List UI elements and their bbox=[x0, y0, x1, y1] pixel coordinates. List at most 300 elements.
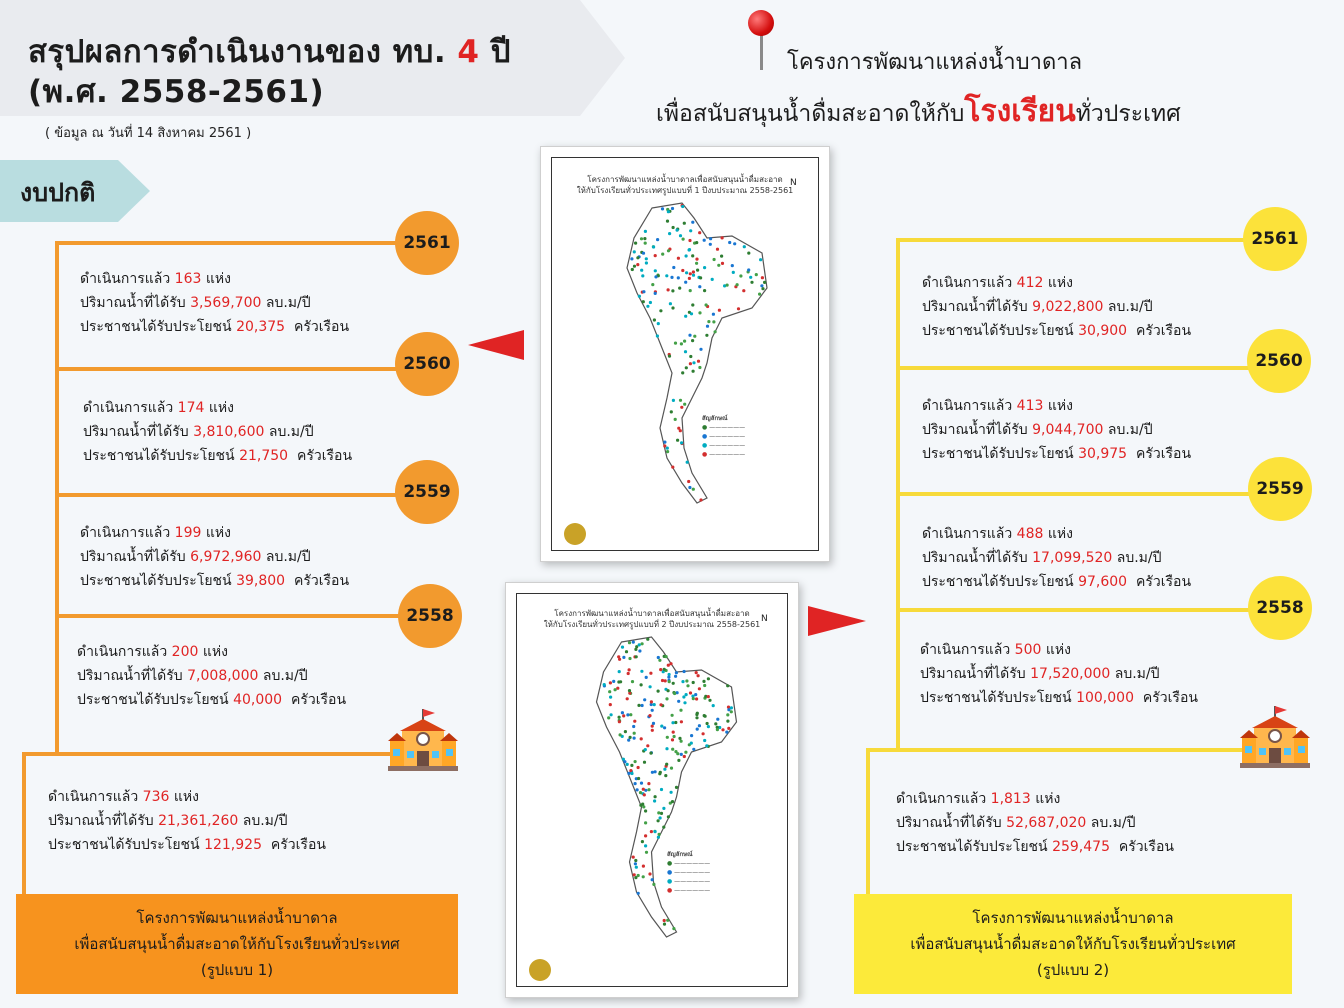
school-location-dot bbox=[658, 833, 661, 836]
school-location-dot bbox=[680, 441, 683, 444]
school-location-dot bbox=[696, 269, 699, 272]
school-location-dot bbox=[619, 733, 622, 736]
school-location-dot bbox=[633, 732, 636, 735]
school-location-dot bbox=[651, 878, 654, 881]
school-location-dot bbox=[705, 334, 708, 337]
school-location-dot bbox=[660, 812, 663, 815]
school-location-dot bbox=[709, 243, 712, 246]
school-location-dot bbox=[627, 672, 630, 675]
school-location-dot bbox=[656, 334, 659, 337]
school-location-dot bbox=[692, 681, 695, 684]
school-location-dot bbox=[629, 769, 632, 772]
school-location-dot bbox=[632, 856, 635, 859]
school-location-dot bbox=[698, 687, 701, 690]
school-location-dot bbox=[686, 684, 689, 687]
school-location-dot bbox=[653, 318, 656, 321]
school-location-dot bbox=[699, 498, 702, 501]
school-location-dot bbox=[665, 747, 668, 750]
school-location-dot bbox=[642, 805, 645, 808]
school-location-dot bbox=[645, 676, 648, 679]
right-timeline-bottom-line bbox=[866, 748, 1256, 752]
school-location-dot bbox=[695, 241, 698, 244]
school-location-dot bbox=[643, 761, 646, 764]
title-text: สรุปผลการดำเนินงานของ ทบ. bbox=[28, 34, 447, 70]
school-location-dot bbox=[676, 752, 679, 755]
north-arrow-icon: N bbox=[790, 178, 797, 188]
school-location-dot bbox=[761, 287, 764, 290]
school-location-dot bbox=[693, 335, 696, 338]
school-location-dot bbox=[670, 767, 673, 770]
school-location-dot bbox=[665, 274, 668, 277]
school-location-dot bbox=[680, 406, 683, 409]
school-location-dot bbox=[667, 676, 670, 679]
school-location-dot bbox=[654, 254, 657, 257]
school-location-dot bbox=[732, 271, 735, 274]
school-location-dot bbox=[676, 229, 679, 232]
school-location-dot bbox=[688, 486, 691, 489]
school-location-dot bbox=[683, 755, 686, 758]
school-location-dot bbox=[692, 697, 695, 700]
left-timeline-row-line bbox=[55, 367, 400, 371]
school-location-dot bbox=[640, 237, 643, 240]
school-location-dot bbox=[609, 681, 612, 684]
school-location-dot bbox=[691, 221, 694, 224]
school-location-dot bbox=[703, 289, 706, 292]
right-stat-2560: ดำเนินการแล้ว 413 แห่ง ปริมาณน้ำที่ได้รับ 9,044,700 ลบ.ม/ปี ประชาชนได้รับประโยชน์ 30,975 ครัวเรือน bbox=[922, 398, 1192, 462]
school-location-dot bbox=[672, 731, 675, 734]
school-location-dot bbox=[618, 720, 621, 723]
school-location-dot bbox=[681, 680, 684, 683]
school-location-dot bbox=[657, 836, 660, 839]
school-location-dot bbox=[643, 698, 646, 701]
left-footer-line3: (รูปแบบ 1) bbox=[200, 961, 274, 979]
left-timeline-row-line bbox=[55, 241, 400, 245]
school-location-dot bbox=[628, 641, 631, 644]
school-location-dot bbox=[671, 207, 674, 210]
school-location-dot bbox=[692, 270, 695, 273]
left-timeline-drop-line bbox=[22, 752, 26, 894]
school-location-dot bbox=[603, 683, 606, 686]
school-location-dot bbox=[683, 222, 686, 225]
school-location-dot bbox=[663, 668, 666, 671]
map-frame bbox=[516, 593, 788, 987]
school-location-dot bbox=[689, 362, 692, 365]
title-text-end: ปี bbox=[490, 34, 511, 70]
school-location-dot bbox=[674, 675, 677, 678]
project-title-post: ทั่วประเทศ bbox=[1075, 101, 1181, 127]
school-location-dot bbox=[654, 770, 657, 773]
school-location-dot bbox=[628, 657, 631, 660]
school-location-dot bbox=[672, 226, 675, 229]
title-number: 4 bbox=[457, 34, 480, 70]
school-location-dot bbox=[646, 744, 649, 747]
school-location-dot bbox=[673, 692, 676, 695]
school-location-dot bbox=[703, 684, 706, 687]
school-location-dot bbox=[667, 689, 670, 692]
school-location-dot bbox=[742, 289, 745, 292]
school-location-dot bbox=[664, 679, 667, 682]
school-location-dot bbox=[628, 668, 631, 671]
school-location-dot bbox=[698, 366, 701, 369]
school-location-dot bbox=[654, 269, 657, 272]
school-location-dot bbox=[728, 241, 731, 244]
school-location-dot bbox=[651, 771, 654, 774]
right-stat-total: ดำเนินการแล้ว 1,813 แห่ง ปริมาณน้ำที่ได้รับ 52,687,020 ลบ.ม/ปี ประชาชนได้รับประโยชน์ 259,475 ครัวเรือน bbox=[896, 791, 1174, 855]
school-location-dot bbox=[691, 303, 694, 306]
arrow-left-icon bbox=[468, 330, 524, 360]
school-location-dot bbox=[707, 677, 710, 680]
pin-icon bbox=[748, 10, 774, 36]
school-location-dot bbox=[649, 672, 652, 675]
school-location-dot bbox=[647, 788, 650, 791]
school-location-dot bbox=[726, 720, 729, 723]
school-location-dot bbox=[683, 670, 686, 673]
school-location-dot bbox=[688, 277, 691, 280]
school-location-dot bbox=[654, 292, 657, 295]
school-location-dot bbox=[763, 281, 766, 284]
school-location-dot bbox=[608, 690, 611, 693]
school-location-dot bbox=[749, 276, 752, 279]
school-location-dot bbox=[726, 684, 729, 687]
school-location-dot bbox=[658, 659, 661, 662]
school-location-dot bbox=[750, 281, 753, 284]
school-location-dot bbox=[681, 269, 684, 272]
school-location-dot bbox=[641, 642, 644, 645]
school-location-dot bbox=[702, 732, 705, 735]
school-location-dot bbox=[726, 713, 729, 716]
school-location-dot bbox=[646, 305, 649, 308]
school-location-dot bbox=[618, 670, 621, 673]
right-footer-line3: (รูปแบบ 2) bbox=[1036, 961, 1110, 979]
left-footer-line2: เพื่อสนับสนุนน้ำดื่มสะอาดให้กับโรงเรียนทั่วประเทศ bbox=[74, 935, 400, 953]
school-location-dot bbox=[641, 704, 644, 707]
school-location-dot bbox=[717, 264, 720, 267]
school-location-dot bbox=[630, 772, 633, 775]
school-location-dot bbox=[671, 748, 674, 751]
school-location-dot bbox=[685, 254, 688, 257]
school-location-dot bbox=[672, 682, 675, 685]
year-badge-2559-left: 2559 bbox=[395, 460, 459, 524]
school-location-dot bbox=[647, 782, 650, 785]
school-location-dot bbox=[697, 674, 700, 677]
school-location-dot bbox=[759, 258, 762, 261]
school-location-dot bbox=[642, 875, 645, 878]
school-location-dot bbox=[697, 360, 700, 363]
school-location-dot bbox=[695, 697, 698, 700]
school-location-dot bbox=[617, 655, 620, 658]
school-location-dot bbox=[681, 205, 684, 208]
school-location-dot bbox=[657, 690, 660, 693]
school-location-dot bbox=[675, 786, 678, 789]
school-location-dot bbox=[733, 242, 736, 245]
school-location-dot bbox=[685, 679, 688, 682]
school-location-dot bbox=[667, 288, 670, 291]
school-location-dot bbox=[684, 281, 687, 284]
school-location-dot bbox=[640, 269, 643, 272]
school-location-dot bbox=[684, 315, 687, 318]
school-location-dot bbox=[716, 248, 719, 251]
school-location-dot bbox=[654, 795, 657, 798]
school-location-dot bbox=[662, 826, 665, 829]
school-location-dot bbox=[691, 339, 694, 342]
school-location-dot bbox=[716, 728, 719, 731]
school-location-dot bbox=[629, 736, 632, 739]
school-location-dot bbox=[680, 720, 683, 723]
school-location-dot bbox=[716, 718, 719, 721]
arrow-right-icon bbox=[808, 606, 866, 636]
school-location-dot bbox=[674, 721, 677, 724]
left-timeline-vertical bbox=[55, 241, 59, 754]
school-location-dot bbox=[666, 919, 669, 922]
school-location-dot bbox=[630, 764, 633, 767]
school-location-dot bbox=[666, 220, 669, 223]
school-location-dot bbox=[631, 680, 634, 683]
school-location-dot bbox=[652, 722, 655, 725]
school-location-dot bbox=[674, 418, 677, 421]
school-location-dot bbox=[671, 306, 674, 309]
school-location-dot bbox=[634, 242, 637, 245]
school-location-dot bbox=[636, 256, 639, 259]
school-location-dot bbox=[721, 262, 724, 265]
school-location-dot bbox=[696, 728, 699, 731]
school-location-dot bbox=[638, 295, 641, 298]
school-location-dot bbox=[689, 355, 692, 358]
school-location-dot bbox=[709, 237, 712, 240]
school-location-dot bbox=[648, 872, 651, 875]
as-of-date: ( ข้อมูล ณ วันที่ 14 สิงหาคม 2561 ) bbox=[45, 126, 252, 141]
school-location-dot bbox=[646, 638, 649, 641]
school-location-dot bbox=[657, 656, 660, 659]
school-location-dot bbox=[636, 263, 639, 266]
school-location-dot bbox=[642, 788, 645, 791]
school-location-dot bbox=[663, 768, 666, 771]
school-location-dot bbox=[652, 245, 655, 248]
school-location-dot bbox=[668, 680, 671, 683]
right-timeline-row-line bbox=[896, 608, 1276, 612]
school-location-dot bbox=[645, 257, 648, 260]
school-location-dot bbox=[679, 234, 682, 237]
school-location-dot bbox=[667, 210, 670, 213]
school-location-dot bbox=[688, 248, 691, 251]
school-location-dot bbox=[760, 284, 763, 287]
right-stat-2559: ดำเนินการแล้ว 488 แห่ง ปริมาณน้ำที่ได้รับ 17,099,520 ลบ.ม/ปี ประชาชนได้รับประโยชน์ 97,600 ครัวเรือน bbox=[922, 526, 1192, 590]
school-location-dot bbox=[672, 927, 675, 930]
school-location-dot bbox=[617, 680, 620, 683]
school-location-dot bbox=[703, 239, 706, 242]
school-location-dot bbox=[730, 710, 733, 713]
right-footer-line1: โครงการพัฒนาแหล่งน้ำบาดาล bbox=[972, 909, 1174, 927]
school-location-dot bbox=[634, 859, 637, 862]
school-location-dot bbox=[725, 731, 728, 734]
school-location-dot bbox=[712, 320, 715, 323]
school-location-dot bbox=[686, 461, 689, 464]
school-location-dot bbox=[652, 883, 655, 886]
school-location-dot bbox=[747, 252, 750, 255]
year-badge-2560-left: 2560 bbox=[395, 332, 459, 396]
school-location-dot bbox=[695, 262, 698, 265]
school-location-dot bbox=[695, 671, 698, 674]
school-location-dot bbox=[713, 258, 716, 261]
school-location-dot bbox=[682, 238, 685, 241]
school-location-dot bbox=[610, 713, 613, 716]
school-location-dot bbox=[612, 680, 615, 683]
school-location-dot bbox=[677, 257, 680, 260]
school-location-dot bbox=[727, 708, 730, 711]
school-location-dot bbox=[672, 266, 675, 269]
school-icon bbox=[388, 707, 458, 771]
school-location-dot bbox=[690, 734, 693, 737]
school-location-dot bbox=[634, 782, 637, 785]
school-location-dot bbox=[706, 325, 709, 328]
school-location-dot bbox=[692, 361, 695, 364]
school-location-dot bbox=[628, 689, 631, 692]
school-location-dot bbox=[659, 668, 662, 671]
school-location-dot bbox=[622, 714, 625, 717]
right-timeline-drop-line bbox=[866, 748, 870, 894]
school-location-dot bbox=[640, 683, 643, 686]
school-location-dot bbox=[679, 709, 682, 712]
school-location-dot bbox=[644, 809, 647, 812]
map-card-1 bbox=[540, 146, 830, 562]
school-location-dot bbox=[657, 811, 660, 814]
school-location-dot bbox=[660, 725, 663, 728]
school-location-dot bbox=[666, 447, 669, 450]
school-location-dot bbox=[679, 399, 682, 402]
school-location-dot bbox=[623, 760, 626, 763]
school-location-dot bbox=[630, 257, 633, 260]
school-location-dot bbox=[736, 283, 739, 286]
school-location-dot bbox=[671, 738, 674, 741]
school-location-dot bbox=[663, 444, 666, 447]
school-location-dot bbox=[641, 840, 644, 843]
school-location-dot bbox=[668, 232, 671, 235]
school-location-dot bbox=[670, 276, 673, 279]
school-location-dot bbox=[737, 307, 740, 310]
school-location-dot bbox=[687, 480, 690, 483]
school-location-dot bbox=[627, 739, 630, 742]
left-footer-line1: โครงการพัฒนาแหล่งน้ำบาดาล bbox=[136, 909, 338, 927]
school-location-dot bbox=[644, 230, 647, 233]
school-location-dot bbox=[698, 724, 701, 727]
school-location-dot bbox=[663, 726, 666, 729]
school-location-dot bbox=[707, 695, 710, 698]
school-location-dot bbox=[685, 271, 688, 274]
school-location-dot bbox=[761, 276, 764, 279]
school-location-dot bbox=[641, 803, 644, 806]
school-location-dot bbox=[667, 815, 670, 818]
budget-label: งบปกติ bbox=[20, 178, 96, 207]
school-location-dot bbox=[682, 695, 685, 698]
school-location-dot bbox=[614, 688, 617, 691]
school-location-dot bbox=[689, 229, 692, 232]
school-location-dot bbox=[629, 713, 632, 716]
school-location-dot bbox=[637, 766, 640, 769]
school-location-dot bbox=[702, 680, 705, 683]
school-location-dot bbox=[685, 693, 688, 696]
school-location-dot bbox=[642, 290, 645, 293]
left-timeline-row-line bbox=[55, 614, 400, 618]
school-location-dot bbox=[663, 441, 666, 444]
school-location-dot bbox=[644, 242, 647, 245]
school-location-dot bbox=[609, 703, 612, 706]
school-location-dot bbox=[657, 322, 660, 325]
school-location-dot bbox=[618, 716, 621, 719]
school-location-dot bbox=[667, 664, 670, 667]
school-location-dot bbox=[626, 713, 629, 716]
school-location-dot bbox=[676, 439, 679, 442]
school-location-dot bbox=[636, 788, 639, 791]
year-badge-2561-right: 2561 bbox=[1243, 207, 1307, 271]
school-location-dot bbox=[653, 799, 656, 802]
school-location-dot bbox=[683, 403, 686, 406]
school-location-dot bbox=[625, 650, 628, 653]
school-location-dot bbox=[675, 671, 678, 674]
school-location-dot bbox=[677, 427, 680, 430]
school-location-dot bbox=[640, 737, 643, 740]
school-location-dot bbox=[707, 725, 710, 728]
school-location-dot bbox=[663, 923, 666, 926]
school-location-dot bbox=[669, 662, 672, 665]
school-location-dot bbox=[627, 772, 630, 775]
school-location-dot bbox=[637, 704, 640, 707]
school-location-dot bbox=[654, 830, 657, 833]
school-location-dot bbox=[718, 309, 721, 312]
school-location-dot bbox=[758, 293, 761, 296]
school-location-dot bbox=[642, 865, 645, 868]
school-location-dot bbox=[633, 250, 636, 253]
school-location-dot bbox=[632, 641, 635, 644]
school-location-dot bbox=[659, 309, 662, 312]
school-location-dot bbox=[648, 714, 651, 717]
school-location-dot bbox=[688, 334, 691, 337]
school-location-dot bbox=[684, 751, 687, 754]
school-location-dot bbox=[626, 763, 629, 766]
year-badge-2558-right: 2558 bbox=[1248, 576, 1312, 640]
left-stat-total: ดำเนินการแล้ว 736 แห่ง ปริมาณน้ำที่ได้รับ 21,361,260 ลบ.ม/ปี ประชาชนได้รับประโยชน์ 121,925 ครัวเรือน bbox=[48, 789, 326, 853]
left-stat-2558: ดำเนินการแล้ว 200 แห่ง ปริมาณน้ำที่ได้รับ 7,008,000 ลบ.ม/ปี ประชาชนได้รับประโยชน์ 40,000 ครัวเรือน bbox=[77, 644, 347, 708]
right-footer-box bbox=[854, 894, 1292, 994]
school-location-dot bbox=[661, 253, 664, 256]
school-location-dot bbox=[699, 348, 702, 351]
school-location-dot bbox=[624, 730, 627, 733]
school-location-dot bbox=[706, 722, 709, 725]
school-location-dot bbox=[692, 488, 695, 491]
school-location-dot bbox=[650, 830, 653, 833]
school-location-dot bbox=[657, 819, 660, 822]
school-location-dot bbox=[712, 704, 715, 707]
school-location-dot bbox=[663, 919, 666, 922]
school-location-dot bbox=[607, 716, 610, 719]
school-location-dot bbox=[720, 255, 723, 258]
school-location-dot bbox=[711, 278, 714, 281]
school-location-dot bbox=[651, 709, 654, 712]
school-location-dot bbox=[683, 701, 686, 704]
school-location-dot bbox=[669, 302, 672, 305]
school-location-dot bbox=[666, 736, 669, 739]
school-location-dot bbox=[688, 239, 691, 242]
school-location-dot bbox=[698, 311, 701, 314]
school-location-dot bbox=[671, 721, 674, 724]
school-location-dot bbox=[633, 873, 636, 876]
school-location-dot bbox=[645, 261, 648, 264]
school-location-dot bbox=[726, 284, 729, 287]
school-location-dot bbox=[755, 273, 758, 276]
project-title-line1: โครงการพัฒนาแหล่งน้ำบาดาล bbox=[787, 50, 1083, 75]
school-location-dot bbox=[674, 342, 677, 345]
school-location-dot bbox=[707, 320, 710, 323]
school-location-dot bbox=[727, 727, 730, 730]
thailand-map-1 bbox=[612, 198, 772, 518]
